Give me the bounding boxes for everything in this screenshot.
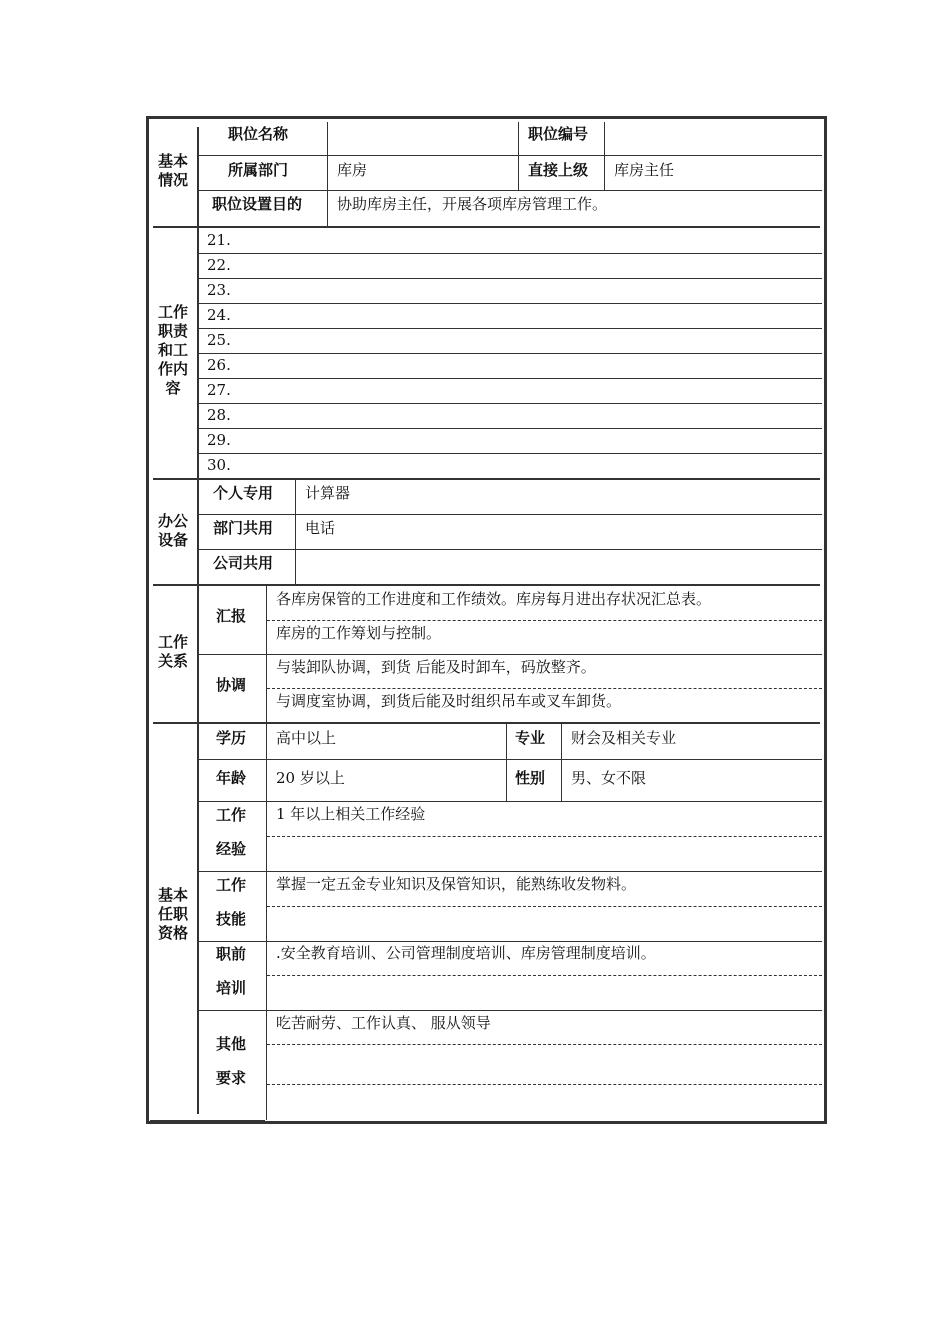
gender-value: 男、女不限: [571, 769, 647, 787]
divider: [198, 1010, 822, 1011]
coordinate-line: 与调度室协调，到货后能及时组织吊车或叉车卸货。: [276, 692, 622, 710]
department-label: 所属部门: [228, 161, 289, 179]
divider: [267, 1084, 822, 1085]
divider: [198, 190, 822, 191]
divider: [198, 654, 822, 655]
divider: [267, 975, 822, 976]
duty-item: 29.: [207, 431, 231, 449]
divider: [198, 403, 822, 404]
section-label-equipment: 办公设备: [157, 512, 188, 549]
duty-item: 21.: [207, 231, 231, 249]
duty-item: 30.: [207, 456, 231, 474]
major-label: 专业: [515, 729, 546, 747]
other-label: 要求: [216, 1069, 247, 1087]
position-name-label: 职位名称: [228, 125, 289, 143]
divider: [198, 514, 822, 515]
divider: [198, 549, 822, 550]
training-value: .安全教育培训、公司管理制度培训、库房管理制度培训。: [276, 944, 656, 962]
other-value: 吃苦耐劳、工作认真、 服从领导: [276, 1014, 491, 1032]
supervisor-label: 直接上级: [528, 161, 589, 179]
equipment-personal-label: 个人专用: [213, 484, 274, 502]
duty-item: 27.: [207, 381, 231, 399]
divider: [198, 303, 822, 304]
major-value: 财会及相关专业: [571, 729, 677, 747]
other-label: 其他: [216, 1035, 247, 1053]
report-label: 汇报: [216, 607, 247, 625]
divider: [198, 453, 822, 454]
experience-value: 1 年以上相关工作经验: [276, 805, 426, 823]
section-label-duties: 工作职责和工作内容: [157, 303, 188, 397]
report-line: 库房的工作筹划与控制。: [276, 624, 442, 642]
skill-label: 技能: [216, 910, 247, 928]
divider: [198, 801, 822, 802]
report-line: 各库房保管的工作进度和工作绩效。库房每月进出存状况汇总表。: [276, 590, 712, 608]
section-label-basic: 基本情况: [157, 152, 188, 189]
divider: [266, 724, 267, 1120]
divider: [561, 724, 562, 801]
purpose-value: 协助库房主任，开展各项库房管理工作。: [337, 195, 608, 213]
divider: [267, 836, 822, 837]
divider: [267, 620, 822, 621]
experience-label: 工作: [216, 806, 247, 824]
purpose-label: 职位设置目的: [212, 195, 303, 213]
divider: [198, 941, 822, 942]
supervisor-value: 库房主任: [614, 161, 675, 179]
education-label: 学历: [216, 729, 247, 747]
divider: [327, 122, 328, 226]
divider: [150, 1120, 265, 1122]
divider: [197, 127, 199, 227]
training-label: 培训: [216, 979, 247, 997]
divider: [197, 724, 199, 1114]
divider: [198, 253, 822, 254]
divider: [198, 278, 822, 279]
duty-item: 22.: [207, 256, 231, 274]
divider: [198, 759, 822, 760]
coordinate-line: 与装卸队协调，到货 后能及时卸车，码放整齐。: [276, 658, 596, 676]
divider: [604, 122, 605, 190]
duty-item: 26.: [207, 356, 231, 374]
divider: [267, 688, 822, 689]
skill-value: 掌握一定五金专业知识及保管知识，能熟练收发物料。: [276, 875, 637, 893]
duty-item: 24.: [207, 306, 231, 324]
age-label: 年龄: [216, 769, 247, 787]
equipment-personal-value: 计算器: [305, 484, 351, 502]
section-label-qualifications: 基本任职资格: [157, 886, 188, 942]
education-value: 高中以上: [276, 729, 337, 747]
divider: [506, 724, 507, 801]
divider: [153, 226, 820, 228]
divider: [198, 378, 822, 379]
divider: [267, 906, 822, 907]
divider: [153, 478, 820, 480]
experience-label: 经验: [216, 840, 247, 858]
divider: [198, 353, 822, 354]
divider: [295, 480, 296, 584]
divider: [198, 871, 822, 872]
position-code-label: 职位编号: [528, 125, 589, 143]
section-label-relations: 工作关系: [157, 633, 188, 670]
divider: [198, 328, 822, 329]
divider: [267, 1044, 822, 1045]
divider: [518, 122, 519, 190]
equipment-department-value: 电话: [305, 519, 336, 537]
gender-label: 性别: [515, 769, 546, 787]
divider: [198, 155, 822, 156]
training-label: 职前: [216, 945, 247, 963]
duty-item: 25.: [207, 331, 231, 349]
duty-item: 28.: [207, 406, 231, 424]
divider: [197, 480, 199, 584]
divider: [153, 584, 820, 586]
equipment-company-label: 公司共用: [213, 554, 274, 572]
age-value: 20 岁以上: [276, 769, 345, 787]
skill-label: 工作: [216, 876, 247, 894]
duty-item: 23.: [207, 281, 231, 299]
coordinate-label: 协调: [216, 676, 247, 694]
department-value: 库房: [337, 161, 368, 179]
divider: [153, 722, 820, 724]
divider: [198, 428, 822, 429]
equipment-department-label: 部门共用: [213, 519, 274, 537]
